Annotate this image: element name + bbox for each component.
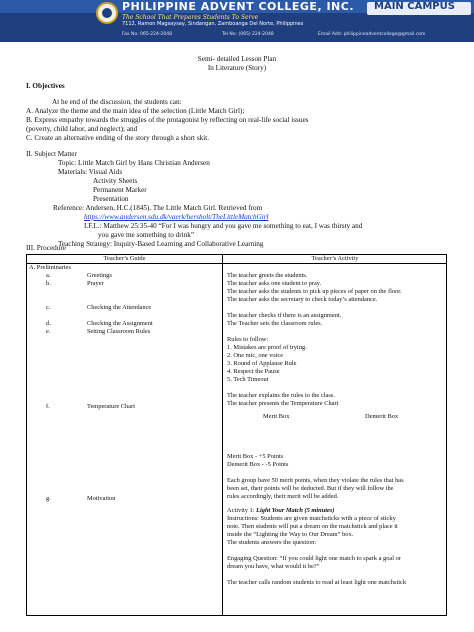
merit-explain-line: been set, their points will be deducted. But if they will follow the (227, 485, 394, 492)
objective-c: C. Create an alternative ending of the story through a short skit. (26, 134, 210, 142)
activity1-line: Instructions: Students are given matchsticks with a piece of sticky (227, 515, 396, 522)
header-row-divider (27, 263, 446, 264)
activity-line: The teacher asks the secretary to check today’s attendance. (227, 296, 378, 303)
demerit-points: Demerit Box - -5 Points (227, 461, 289, 468)
merit-box-label: Merit Box (263, 413, 290, 420)
material-item: Activity Sheets (93, 177, 138, 185)
lesson-plan-title: Semi- detailed Lesson Plan (197, 55, 277, 63)
guide-rules: Setting Classroom Rules (87, 328, 151, 335)
procedure-table (26, 254, 447, 616)
guide-letter: a. (46, 272, 51, 279)
college-logo-icon (96, 2, 118, 24)
activity1-heading (227, 507, 334, 515)
materials-label: Materials: Visual Aids (58, 168, 123, 176)
objectives-intro: At he end of the discussion, the students can: (52, 98, 182, 106)
rules-heading: Rules to follow: (227, 336, 269, 343)
guide-motivation: Motivation (87, 495, 116, 502)
topic-line: Topic: Little Match Girl by Hans Christian Andersen (58, 159, 210, 167)
material-item: Permanent Marker (93, 186, 147, 194)
preliminaries-section: A. Preliminaries (29, 264, 71, 271)
merit-points: Merit Box - +5 Points (227, 453, 284, 460)
objective-b: B. Express empathy towards the struggles of the protagonist by reflecting on real-life social issues (26, 116, 309, 124)
guide-letter: e. (46, 328, 51, 335)
activity1-title: Light Your Match (5 minutes) (256, 507, 335, 514)
subject-matter-heading: II. Subject Matter (26, 150, 77, 158)
guide-letter: d. (46, 320, 51, 327)
rules-explain: The teacher explains the rules to the class. (227, 392, 335, 399)
guide-letter: f. (46, 403, 50, 410)
engaging-question: Engaging Question: “If you could light one match to spark a goal or (227, 555, 401, 562)
col-header-activity: Teacher’s Activity (311, 255, 359, 262)
column-divider (222, 255, 223, 615)
col-header-guide: Teacher’s Guide (103, 255, 146, 262)
material-item: Presentation (93, 195, 129, 203)
guide-temperature: Temperature Chart (87, 403, 135, 410)
guide-letter: g. (46, 495, 51, 502)
guide-attendance: Checking the Attendance (87, 304, 152, 311)
rule-item: 3. Round of Applause Rule (227, 360, 297, 367)
activity-last-line: The teacher calls random students to read at least light one matchstick (227, 579, 407, 586)
rule-item: 5. Tech Timeout (227, 376, 269, 383)
activity-line: The teacher asks the students to pick up pieces of paper on the floor. (227, 288, 402, 295)
procedure-heading: III. Procedure (26, 244, 66, 252)
activity-line: The teacher greets the students. (227, 272, 308, 279)
teaching-strategy: Teaching Strategy: Inquiry-Based Learning and Collaborative Learning (58, 240, 264, 248)
tel-number: Tel No: (065) 224-2048 (222, 32, 274, 37)
college-motto: The School That Prepares Students To Serve (122, 14, 259, 21)
activity-line: The teacher asks one student to pray. (227, 280, 322, 287)
rule-item: 2. One mic, one voice (227, 352, 284, 359)
college-name: PHILIPPINE ADVENT COLLEGE, INC. (122, 0, 354, 13)
activity-line: The Teacher sets the classroom rules. (227, 320, 323, 327)
college-address: 7112, Ramon Magsaysay, Sindangan, Zamboanga Del Norte, Philippines (122, 21, 304, 27)
rule-item: 1. Mistakes are proof of trying. (227, 344, 307, 351)
objective-a: A. Analyze the theme and the main idea of the selection (Little Match Girl); (26, 107, 245, 115)
header-banner (0, 0, 474, 42)
guide-greetings: Greetings (87, 272, 112, 279)
activity1-prefix: Activity 1: (227, 507, 257, 514)
ifl-line: I.F.L.: Matthew 25:35-40 “For I was hungry and you gave me something to eat, I was thirsty and (84, 222, 363, 230)
activity1-line: note. Then students will put a dream on the matchstick and place it (227, 523, 398, 530)
temperature-present: The teacher presents the Temperature Chart (227, 400, 339, 407)
objectives-heading: I. Objectives (26, 82, 65, 90)
merit-explain-line: Each group have 50 merit points, when they violate the rules that has (227, 477, 404, 484)
rule-item: 4. Respect the Pause (227, 368, 280, 375)
demerit-box-label: Demerit Box (365, 413, 399, 420)
guide-letter: c. (46, 304, 51, 311)
activity1-line: inside the “Lighting the Way to Our Dream” box. (227, 531, 354, 538)
email-address: Email Add: philippineadventcollege@gmail.com (318, 32, 426, 37)
guide-assignment: Checking the Assignment (87, 320, 153, 327)
guide-prayer: Prayer (87, 280, 104, 287)
campus-label: MAIN CAMPUS (374, 1, 455, 12)
engaging-question-cont: dream you have, what would it be?” (227, 563, 320, 570)
objective-b-cont: (poverty, child labor, and neglect); and (26, 125, 138, 133)
reference-link[interactable]: https://www.andersen.sdu.dk/vaerk/hersholt/TheLittleMatchGirl (84, 213, 269, 221)
activity-line: The teacher checks if there is an assignment. (227, 312, 342, 319)
lesson-plan-subtitle: In Literature (Story) (207, 64, 267, 72)
merit-explain-line: rules accordingly, their merit will be added. (227, 493, 339, 500)
reference-line: Reference: Andersen, H.C.(1845). The Little Match Girl. Retrieved from (53, 204, 263, 212)
guide-letter: b. (46, 280, 51, 287)
activity1-line: The students answers the question: (227, 539, 317, 546)
fax-number: Fax No: 065-224-2048 (122, 32, 172, 37)
ifl-line-cont: you gave me something to drink” (98, 231, 195, 239)
